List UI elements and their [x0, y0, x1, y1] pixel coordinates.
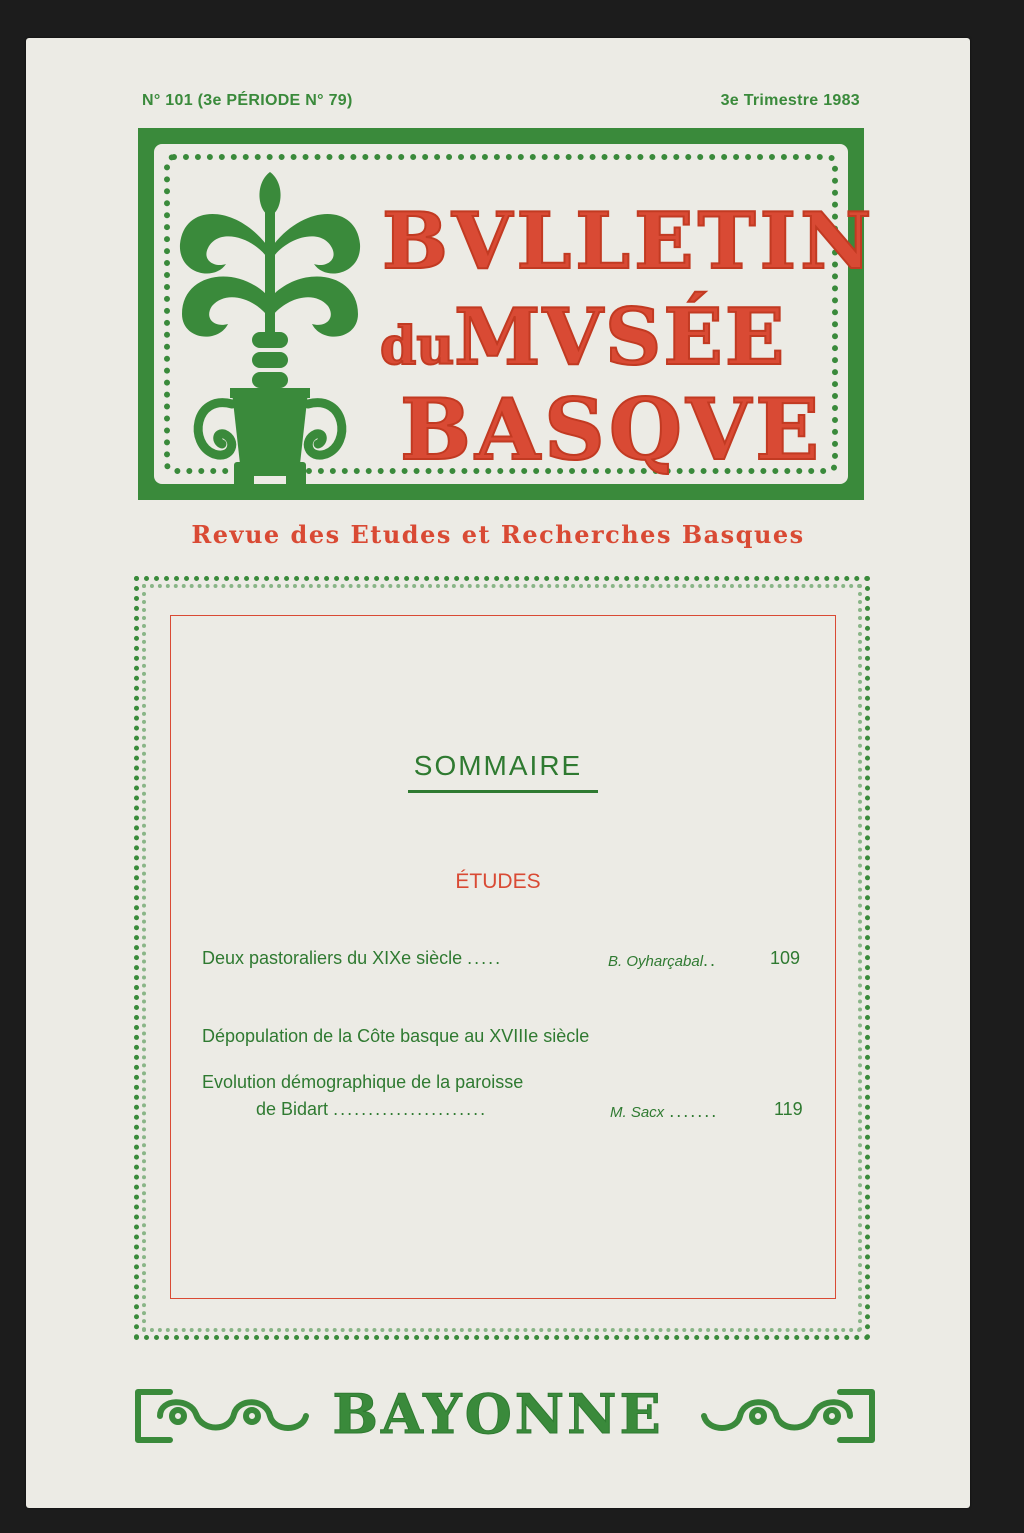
toc-entry-1-title	[202, 948, 502, 969]
cover-page	[26, 38, 970, 1508]
issue-number: N° 101 (3e PÉRIODE N° 79)	[142, 92, 353, 109]
plant-vase-icon	[174, 164, 364, 494]
toc-heading-underline	[408, 790, 598, 793]
toc-entry-4-page: 119	[774, 1099, 803, 1119]
toc-entry-1-author	[608, 950, 717, 971]
masthead-title-line3: BASQVE	[400, 380, 824, 479]
toc-entry-author: B. Oyharçabal	[608, 953, 704, 970]
toc-section-heading: ÉTUDES	[455, 870, 541, 893]
toc-entry-4-title	[256, 1099, 487, 1120]
masthead-title-line1: BVLLETIN	[382, 196, 876, 287]
publisher-city: BAYONNE	[332, 1382, 664, 1446]
leader-dots: .....	[467, 948, 503, 968]
toc-entry-1-page: 109	[770, 948, 801, 968]
toc-entry-2-title: Dépopulation de la Côte basque au XVIIIe siècle	[202, 1026, 590, 1046]
masthead-musee: MVSÉE	[454, 292, 787, 383]
toc-entry-title: de Bidart	[256, 1099, 329, 1119]
toc-entry-title: Deux pastoraliers du XIXe siècle	[202, 948, 463, 968]
masthead-du: du	[380, 316, 455, 377]
masthead-panel	[154, 144, 876, 484]
journal-subtitle: Revue des Etudes et Recherches Basques	[191, 520, 805, 549]
toc-entry-4-author	[610, 1101, 718, 1122]
leader-dots: ......................	[333, 1099, 488, 1119]
masthead-frame	[138, 128, 876, 500]
leader-dots: ..	[703, 950, 718, 970]
toc-entry-3-title: Evolution démographique de la paroisse	[202, 1072, 524, 1092]
leader-dots: .......	[669, 1101, 719, 1121]
toc-heading: SOMMAIRE	[413, 750, 583, 781]
quarter-date: 3e Trimestre 1983	[720, 92, 860, 109]
masthead-title-line2	[380, 292, 786, 383]
toc-entry-author: M. Sacx	[610, 1104, 665, 1121]
